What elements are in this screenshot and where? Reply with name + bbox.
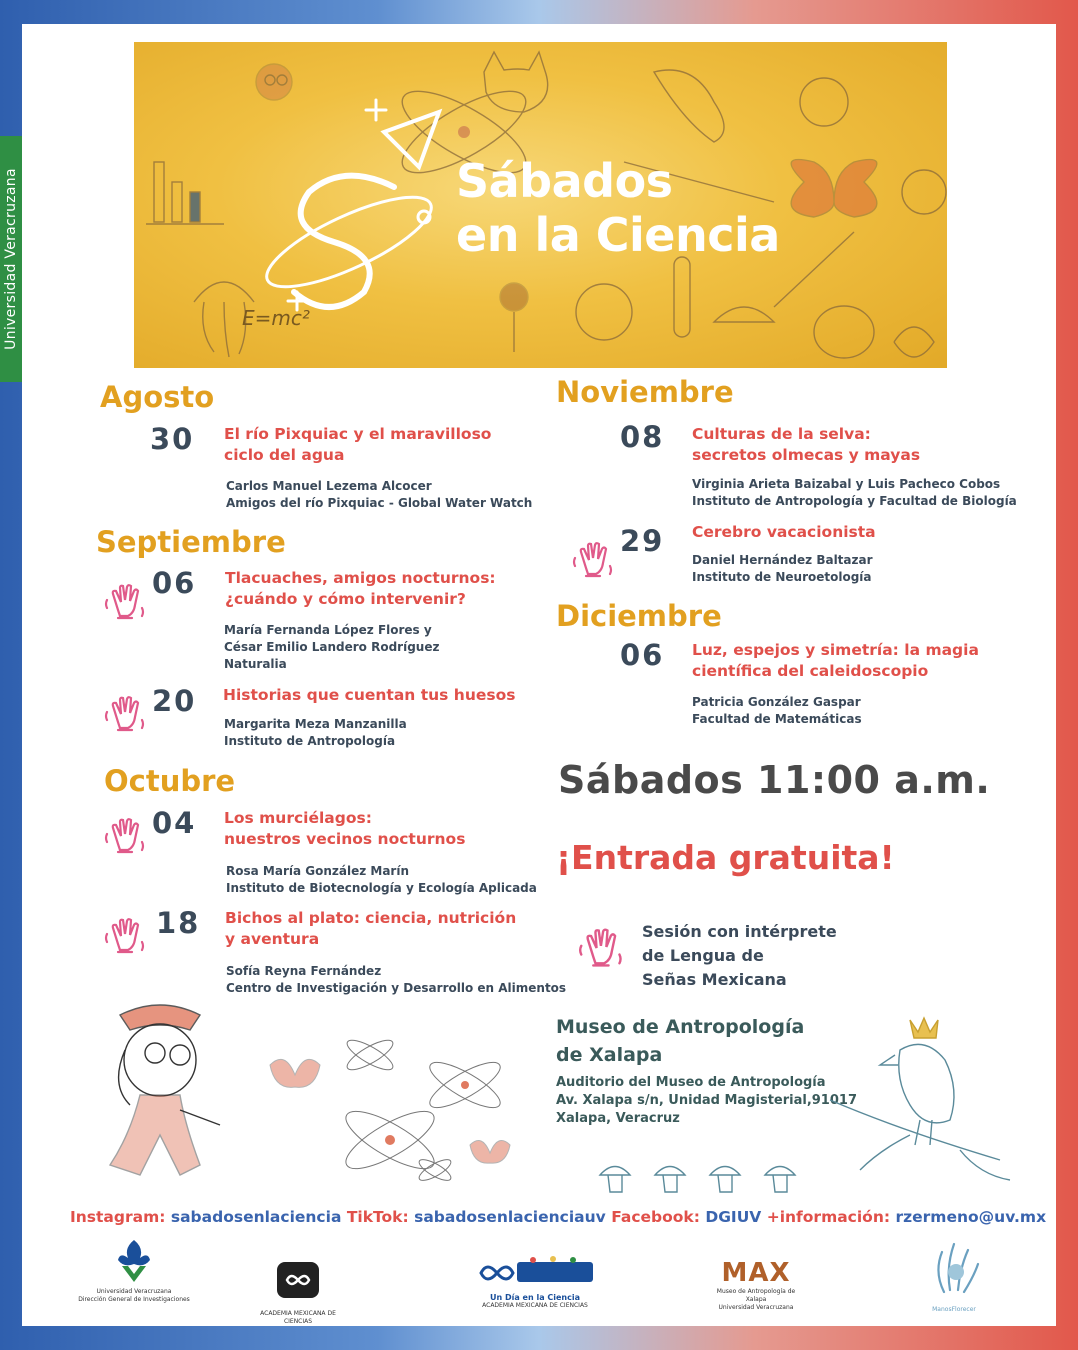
venue-name-line: de Xalapa xyxy=(556,1044,663,1066)
sign-language-note-line: Sesión con intérprete xyxy=(642,922,837,941)
sign-language-hand-icon xyxy=(572,538,616,582)
event-title-line: ¿cuándo y cómo intervenir? xyxy=(225,590,466,608)
uv-caption: Universidad Veracruzana xyxy=(96,1288,172,1295)
event-title-line: Cerebro vacacionista xyxy=(692,523,876,541)
event-speakers xyxy=(692,552,873,586)
speaker-line: Patricia González Gaspar xyxy=(692,695,861,709)
event-speakers xyxy=(226,863,537,897)
address-line: Xalapa, Veracruz xyxy=(556,1111,680,1126)
instagram-handle[interactable]: sabadosenlaciencia xyxy=(170,1208,342,1226)
event-title xyxy=(224,424,491,466)
speaker-line: Instituto de Neuroetología xyxy=(692,570,872,584)
sign-language-hand-icon xyxy=(104,692,148,736)
venue-name-line: Museo de Antropología xyxy=(556,1016,805,1038)
uv-emblem-icon xyxy=(114,1238,154,1284)
speaker-line: Centro de Investigación y Desarrollo en Alimentos xyxy=(226,981,567,995)
speaker-line: Naturalia xyxy=(224,657,287,671)
event-day: 04 xyxy=(152,806,197,840)
event-title-line: Los murciélagos: xyxy=(224,809,372,827)
sign-language-note-line: Señas Mexicana xyxy=(642,970,787,989)
max-logo xyxy=(706,1258,806,1312)
event-title-line: ciclo del agua xyxy=(224,446,345,464)
event-title-line: secretos olmecas y mayas xyxy=(692,446,921,464)
manos-florecer-caption: ManosFlorecer xyxy=(932,1306,976,1313)
sign-language-hand-icon xyxy=(578,924,626,972)
speaker-line: Instituto de Antropología xyxy=(224,734,396,748)
event-title xyxy=(225,908,516,950)
event-speakers xyxy=(226,478,532,512)
month-agosto: Agosto xyxy=(100,380,215,414)
speaker-line: Instituto de Antropología y Facultad de Biología xyxy=(692,494,1017,508)
speaker-line: César Emilio Landero Rodríguez xyxy=(224,640,440,654)
social-links xyxy=(70,1208,1047,1226)
banner xyxy=(134,42,947,368)
speaker-line: Facultad de Matemáticas xyxy=(692,712,862,726)
banner-title-line1: Sábados xyxy=(456,154,673,208)
banner-title-line2: en la Ciencia xyxy=(456,208,780,262)
side-label: Universidad Veracruzana xyxy=(3,168,20,350)
max-wordmark: MAX xyxy=(721,1258,791,1288)
dia-ciencia-sub: ACADEMIA MEXICANA DE CIENCIAS xyxy=(482,1302,588,1309)
event-title xyxy=(223,685,515,706)
speaker-line: Carlos Manuel Lezema Alcocer xyxy=(226,479,432,493)
event-title xyxy=(225,568,496,610)
event-title xyxy=(692,640,979,682)
speaker-line: Amigos del río Pixquiac - Global Water Watch xyxy=(226,496,533,510)
side-label-tab xyxy=(0,136,22,382)
event-title-line: científica del caleidoscopio xyxy=(692,662,929,680)
month-diciembre: Diciembre xyxy=(556,599,722,633)
banner-equation: E=mc² xyxy=(242,306,310,330)
max-caption-sub: Universidad Veracruzana xyxy=(718,1304,794,1311)
amc-infinity-icon xyxy=(265,1252,331,1306)
dia-ciencia-logo xyxy=(470,1256,600,1310)
bird-and-mushrooms-illustration xyxy=(580,1010,1020,1200)
tiktok-handle[interactable]: sabadosenlacienciauv xyxy=(414,1208,606,1226)
uv-logo xyxy=(74,1238,194,1304)
event-title xyxy=(692,522,876,543)
speaker-line: Virginia Arieta Baizabal y Luis Pacheco Cobos xyxy=(692,477,1001,491)
speaker-line: Sofía Reyna Fernández xyxy=(226,964,382,978)
uv-caption-sub: Dirección General de Investigaciones xyxy=(78,1296,190,1303)
event-day: 06 xyxy=(620,638,665,672)
facebook-handle[interactable]: DGIUV xyxy=(705,1208,762,1226)
address-line: Auditorio del Museo de Antropología xyxy=(556,1075,826,1090)
event-day: 20 xyxy=(152,684,197,718)
speaker-line: María Fernanda López Flores y xyxy=(224,623,432,637)
banner-title xyxy=(456,154,780,262)
facebook-label: Facebook: xyxy=(611,1208,700,1226)
event-speakers xyxy=(224,622,439,673)
max-caption: Museo de Antropología de Xalapa xyxy=(716,1288,796,1303)
sponsor-logos xyxy=(70,1228,1010,1325)
month-noviembre: Noviembre xyxy=(556,375,734,409)
event-day: 18 xyxy=(156,906,201,940)
dia-ciencia-icon xyxy=(473,1256,597,1290)
speaker-line: Instituto de Biotecnología y Ecología Aplicada xyxy=(226,881,537,895)
event-title-line: y aventura xyxy=(225,930,320,948)
event-title-line: El río Pixquiac y el maravilloso xyxy=(224,425,492,443)
tiktok-label: TikTok: xyxy=(346,1208,409,1226)
sign-language-hand-icon xyxy=(104,914,148,958)
speaker-line: Daniel Hernández Baltazar xyxy=(692,553,873,567)
event-speakers xyxy=(692,476,1017,510)
event-speakers xyxy=(224,716,407,750)
sign-language-hand-icon xyxy=(104,814,148,858)
amc-logo xyxy=(258,1252,338,1326)
event-title-line: nuestros vecinos nocturnos xyxy=(224,830,466,848)
sign-language-note xyxy=(642,920,837,992)
event-day: 08 xyxy=(620,420,665,454)
event-title-line: Culturas de la selva: xyxy=(692,425,871,443)
event-title-line: Bichos al plato: ciencia, nutrición xyxy=(225,909,517,927)
event-day: 30 xyxy=(150,422,195,456)
speaker-line: Rosa María González Marín xyxy=(226,864,409,878)
event-day: 29 xyxy=(620,524,665,558)
manos-florecer-hand-icon xyxy=(924,1232,984,1302)
event-title-line: Tlacuaches, amigos nocturnos: xyxy=(225,569,496,587)
sign-language-note-line: de Lengua de xyxy=(642,946,764,965)
info-label: +información: xyxy=(766,1208,891,1226)
event-title xyxy=(692,424,920,466)
event-title-line: Luz, espejos y simetría: la magia xyxy=(692,641,979,659)
info-email[interactable]: rzermeno@uv.mx xyxy=(895,1208,1047,1226)
schedule-time: Sábados 11:00 a.m. xyxy=(558,758,991,802)
event-speakers xyxy=(692,694,862,728)
admission-note: ¡Entrada gratuita! xyxy=(556,838,895,877)
event-day: 06 xyxy=(152,566,197,600)
manos-florecer-logo xyxy=(914,1232,994,1314)
event-speakers xyxy=(226,963,566,997)
dia-ciencia-text: Un Día en la Ciencia xyxy=(490,1293,580,1302)
address-line: Av. Xalapa s/n, Unidad Magisterial,91017 xyxy=(556,1093,857,1108)
instagram-label: Instagram: xyxy=(70,1208,166,1226)
event-title xyxy=(224,808,465,850)
sign-language-hand-icon xyxy=(104,580,148,624)
bottom-left-illustration xyxy=(70,995,540,1195)
amc-caption: ACADEMIA MEXICANA DE CIENCIAS xyxy=(260,1310,336,1325)
event-title-line: Historias que cuentan tus huesos xyxy=(223,686,516,704)
month-septiembre: Septiembre xyxy=(96,525,286,559)
month-octubre: Octubre xyxy=(104,764,236,798)
speaker-line: Margarita Meza Manzanilla xyxy=(224,717,407,731)
